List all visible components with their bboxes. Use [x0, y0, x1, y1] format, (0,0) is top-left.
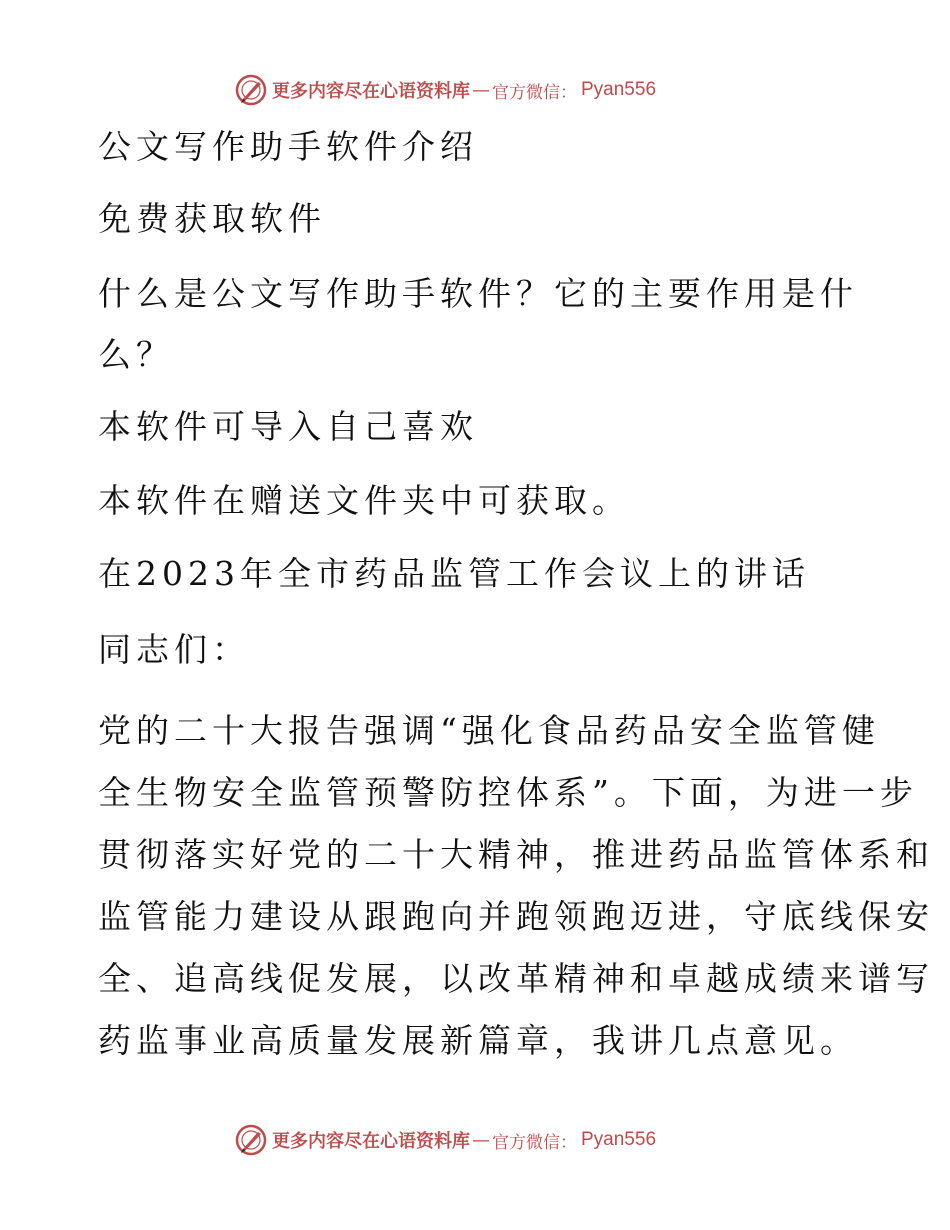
banner-contact-id: Pyan556 — [581, 1129, 657, 1150]
paragraph-line: 药监事业高质量发展新篇章，我讲几点意见。 — [98, 1021, 858, 1060]
paragraph-line: 全、追高线促发展，以改革精神和卓越成绩来谱写 — [98, 959, 934, 998]
banner-slogan: 更多内容尽在心语资料库 — [272, 81, 470, 102]
doc-line-question: 什么是公文写作助手软件？它的主要作用是什 — [98, 274, 858, 313]
paragraph-line: 全生物安全监管预警防控体系”。下面，为进一步 — [98, 773, 918, 812]
banner-official-label: 官方微信： — [492, 1132, 577, 1153]
quill-logo-icon — [234, 1123, 268, 1157]
doc-salutation: 同志们： — [98, 630, 250, 669]
doc-line-free-software: 免费获取软件 — [98, 199, 326, 238]
doc-paragraph — [98, 700, 934, 1072]
paragraph-line: 监管能力建设从跟跑向并跑领跑迈进，守底线保安 — [98, 897, 934, 936]
banner-separator: — — [472, 1129, 490, 1151]
footer-banner — [234, 1122, 656, 1158]
banner-slogan: 更多内容尽在心语资料库 — [272, 1131, 470, 1152]
paragraph-line: 贯彻落实好党的二十大精神，推进药品监管体系和 — [98, 835, 934, 874]
doc-line-import: 本软件可导入自己喜欢 — [98, 407, 478, 446]
banner-official-label: 官方微信： — [492, 82, 577, 103]
doc-speech-title: 在2023年全市药品监管工作会议上的讲话 — [98, 554, 810, 593]
banner-separator: — — [472, 79, 490, 101]
quill-logo-icon — [234, 73, 268, 107]
doc-line-question-cont: 么？ — [98, 335, 174, 374]
header-banner — [234, 72, 656, 108]
banner-contact-id: Pyan556 — [581, 79, 657, 100]
doc-line-gift-folder: 本软件在赠送文件夹中可获取。 — [98, 481, 630, 520]
paragraph-line: 党的二十大报告强调“强化食品药品安全监管健 — [98, 711, 880, 750]
doc-heading-software-intro: 公文写作助手软件介绍 — [98, 127, 478, 166]
